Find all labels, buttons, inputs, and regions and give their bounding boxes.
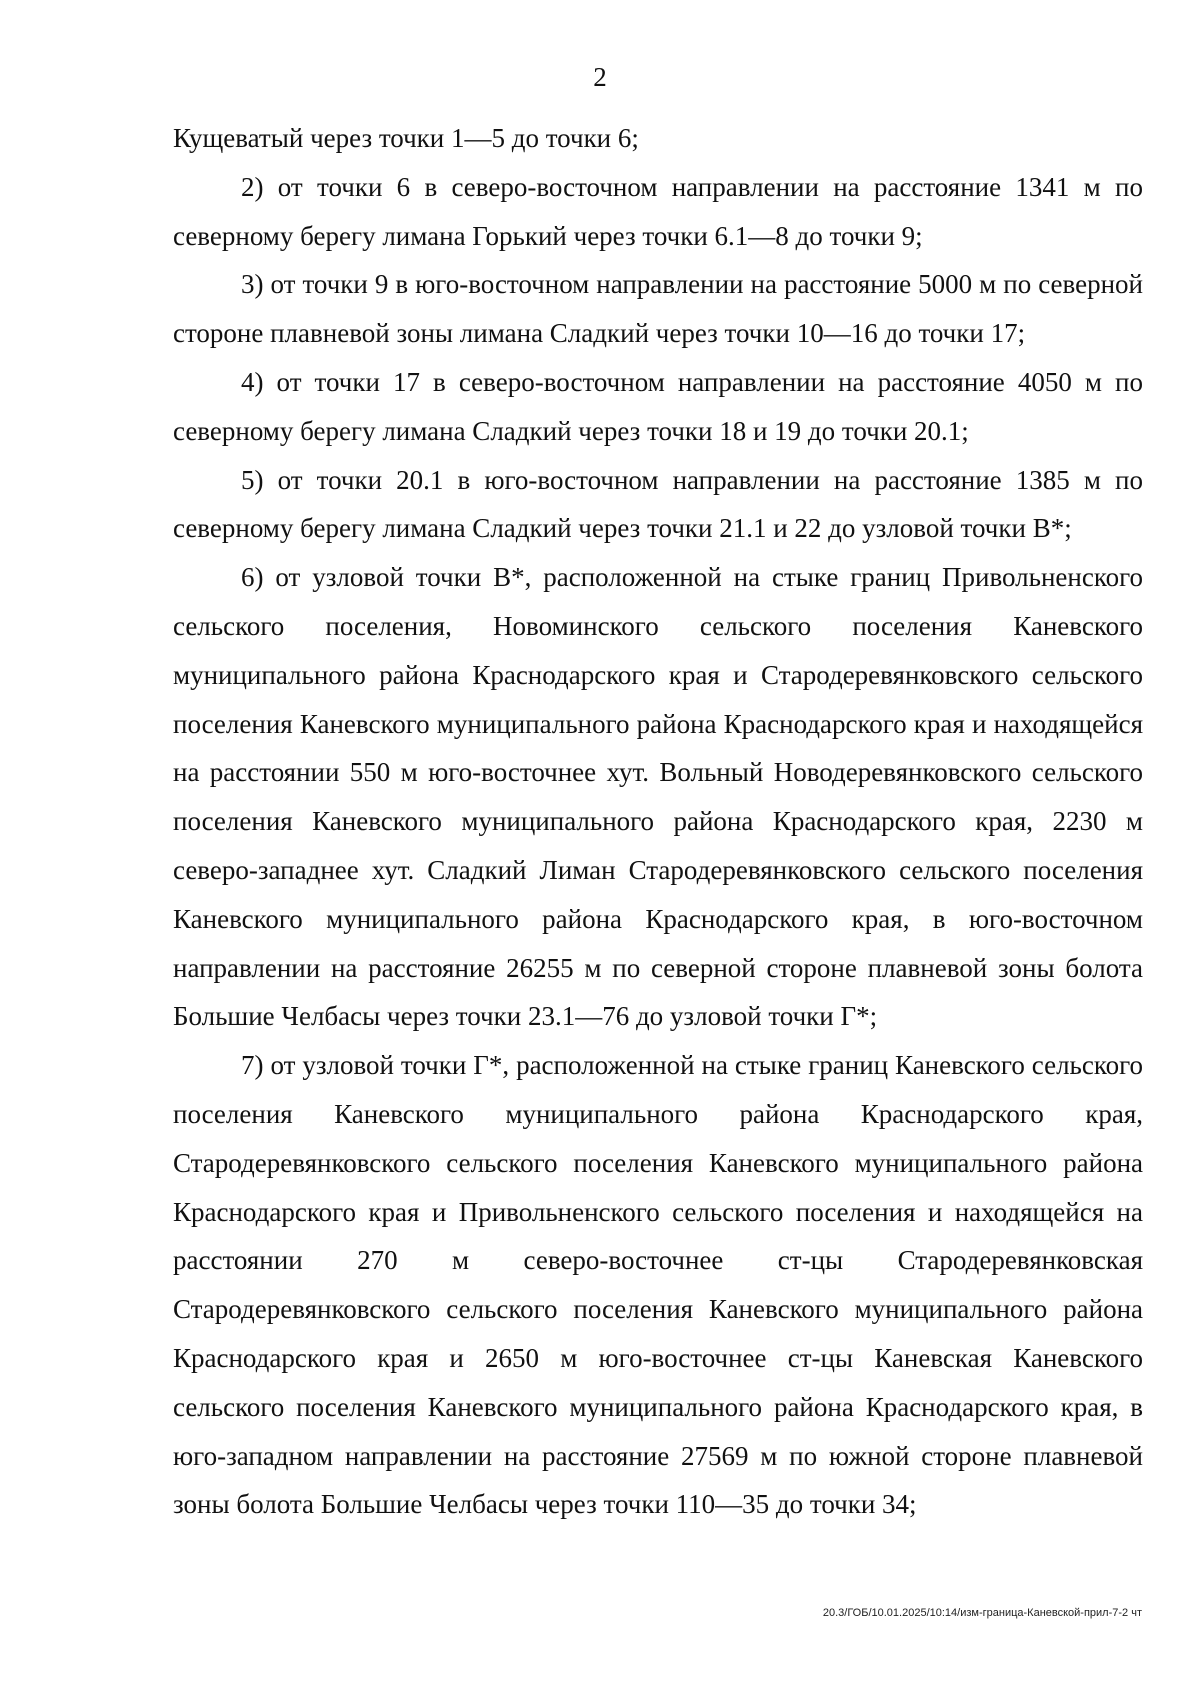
paragraph-item-6: 6) от узловой точки В*, расположенной на стыке границ Привольненского сельского поселения, Новоминского сельского поселения Каневского муниципального района Краснодарского края и Стародеревянковского сельского поселения Каневского муниципального района Краснодарского края и находящейся на расстоянии 550 м юго-восточнее хут. Вольный Новодеревянковского сельского поселения Каневского муниципального района Краснодарского края, 2230 м северо-западнее хут. Сладкий Лиман Стародеревянковского сельского поселения Каневского муниципального района Краснодарского края, в юго-восточном направлении на расстояние 26255 м по северной стороне плавневой зоны болота Большие Челбасы через точки 23.1—76 до узловой точки Г*; — [173, 562, 1143, 1032]
document-reference-footer: 20.3/ГОБ/10.01.2025/10:14/изм-граница-Каневской-прил-7-2 чт — [822, 1607, 1142, 1619]
page-number: 2 — [593, 62, 607, 92]
document-body — [173, 114, 1143, 1529]
paragraph-item-5: 5) от точки 20.1 в юго-восточном направлении на расстояние 1385 м по северному берегу лимана Сладкий через точки 21.1 и 22 до узловой точки В*; — [173, 464, 1143, 544]
paragraph-item-7: 7) от узловой точки Г*, расположенной на стыке границ Каневского сельского поселения Каневского муниципального района Краснодарского края, Стародеревянковского сельского поселения Каневского муниципального района Краснодарского края и Привольненского сельского поселения и находящейся на расстоянии 270 м северо-восточнее ст-цы Стародеревянковская Стародеревянковского сельского поселения Каневского муниципального района Краснодарского края и 2650 м юго-восточнее ст-цы Каневская Каневского сельского поселения Каневского муниципального района Краснодарского края, в юго-западном направлении на расстояние 27569 м по южной стороне плавневой зоны болота Большие Челбасы через точки 110—35 до точки 34; — [173, 1050, 1143, 1520]
paragraph-item-2: 2) от точки 6 в северо-восточном направлении на расстояние 1341 м по северному берегу лимана Горький через точки 6.1—8 до точки 9; — [173, 171, 1143, 251]
paragraph-item-4: 4) от точки 17 в северо-восточном направлении на расстояние 4050 м по северному берегу лимана Сладкий через точки 18 и 19 до точки 20.1; — [173, 366, 1143, 446]
paragraph-item-3: 3) от точки 9 в юго-восточном направлении на расстояние 5000 м по северной стороне плавневой зоны лимана Сладкий через точки 10—16 до точки 17; — [173, 269, 1143, 349]
paragraph-continuation: Кущеватый через точки 1—5 до точки 6; — [173, 123, 639, 153]
